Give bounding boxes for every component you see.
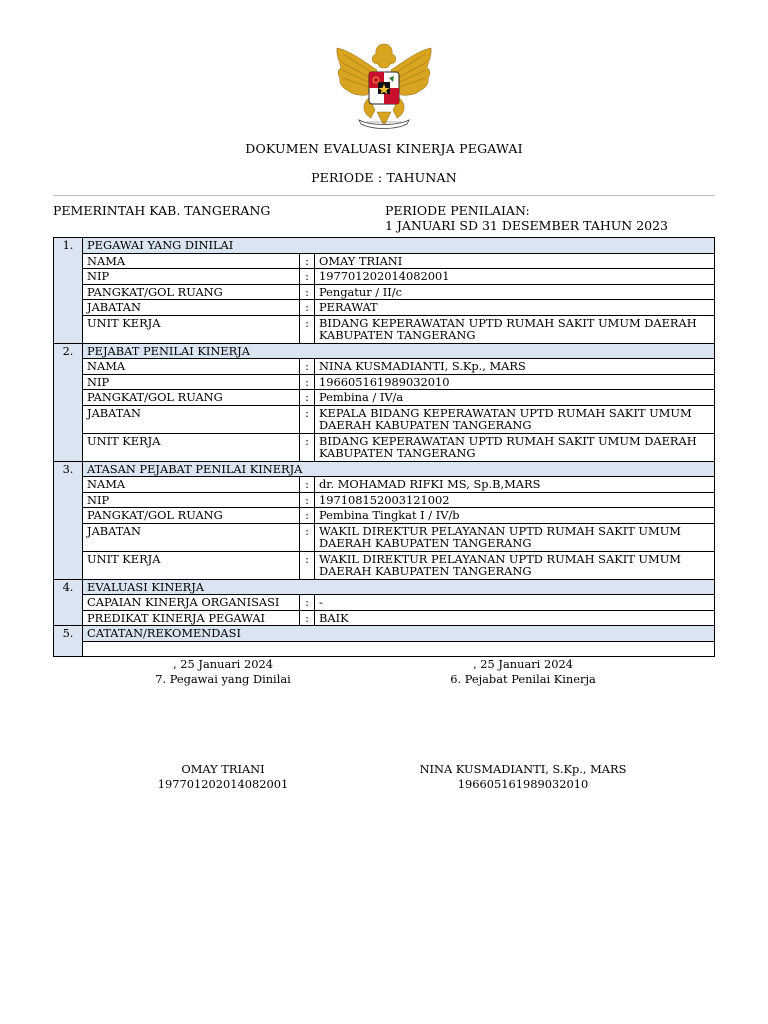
field-value: BIDANG KEPERAWATAN UPTD RUMAH SAKIT UMUM DAERAH KABUPATEN TANGERANG xyxy=(315,315,715,343)
section-number: 1. xyxy=(54,238,83,344)
table-row xyxy=(54,253,715,269)
table-row xyxy=(54,315,715,343)
table-row xyxy=(54,390,715,406)
field-value: Pembina Tingkat I / IV/b xyxy=(315,508,715,524)
section-title: EVALUASI KINERJA xyxy=(83,579,715,595)
field-label: NAMA xyxy=(83,253,300,269)
field-value: WAKIL DIREKTUR PELAYANAN UPTD RUMAH SAKIT UMUM DAERAH KABUPATEN TANGERANG xyxy=(315,551,715,579)
field-colon: : xyxy=(300,390,315,406)
signature-left-name: OMAY TRIANI xyxy=(181,762,265,776)
field-label: NAMA xyxy=(83,477,300,493)
field-label: PREDIKAT KINERJA PEGAWAI xyxy=(83,610,300,626)
table-row xyxy=(54,477,715,493)
field-value: Pengatur / II/c xyxy=(315,284,715,300)
field-label: PANGKAT/GOL RUANG xyxy=(83,284,300,300)
table-row xyxy=(54,284,715,300)
field-colon: : xyxy=(300,269,315,285)
field-colon: : xyxy=(300,405,315,433)
assessment-period-block xyxy=(385,204,668,233)
field-value: 197108152003121002 xyxy=(315,492,715,508)
field-label: PANGKAT/GOL RUANG xyxy=(83,508,300,524)
field-colon: : xyxy=(300,374,315,390)
field-value: BAIK xyxy=(315,610,715,626)
table-row xyxy=(54,595,715,611)
agency-name: PEMERINTAH KAB. TANGERANG xyxy=(53,203,271,218)
section-number: 4. xyxy=(54,579,83,626)
field-value: OMAY TRIANI xyxy=(315,253,715,269)
field-label: UNIT KERJA xyxy=(83,551,300,579)
table-row xyxy=(54,359,715,375)
garuda-pancasila-emblem xyxy=(331,42,437,132)
assessment-period-label: PERIODE PENILAIAN: xyxy=(385,203,530,218)
field-value: PERAWAT xyxy=(315,300,715,316)
assessment-period-range: 1 JANUARI SD 31 DESEMBER TAHUN 2023 xyxy=(385,218,669,233)
signature-right-date: , 25 Januari 2024 xyxy=(473,657,573,671)
section-title: PEJABAT PENILAI KINERJA xyxy=(83,343,715,359)
field-value: KEPALA BIDANG KEPERAWATAN UPTD RUMAH SAKIT UMUM DAERAH KABUPATEN TANGERANG xyxy=(315,405,715,433)
field-colon: : xyxy=(300,253,315,269)
signature-right xyxy=(353,657,693,792)
section-title: CATATAN/REKOMENDASI xyxy=(83,626,715,642)
field-label: JABATAN xyxy=(83,405,300,433)
field-value: 197701202014082001 xyxy=(315,269,715,285)
field-colon: : xyxy=(300,284,315,300)
table-row xyxy=(54,508,715,524)
field-label: NIP xyxy=(83,374,300,390)
table-row xyxy=(54,610,715,626)
field-label: UNIT KERJA xyxy=(83,433,300,461)
notes-cell xyxy=(83,641,715,656)
period-label: PERIODE : TAHUNAN xyxy=(311,170,457,185)
field-label: JABATAN xyxy=(83,300,300,316)
field-label: PANGKAT/GOL RUANG xyxy=(83,390,300,406)
section-number: 5. xyxy=(54,626,83,657)
field-label: JABATAN xyxy=(83,523,300,551)
field-colon: : xyxy=(300,300,315,316)
section-header-row xyxy=(54,343,715,359)
table-row xyxy=(54,551,715,579)
section-header-row xyxy=(54,238,715,254)
signature-right-nip: 196605161989032010 xyxy=(457,777,589,791)
section-number: 3. xyxy=(54,461,83,579)
field-colon: : xyxy=(300,523,315,551)
field-value: WAKIL DIREKTUR PELAYANAN UPTD RUMAH SAKIT UMUM DAERAH KABUPATEN TANGERANG xyxy=(315,523,715,551)
field-label: CAPAIAN KINERJA ORGANISASI xyxy=(83,595,300,611)
field-value: dr. MOHAMAD RIFKI MS, Sp.B,MARS xyxy=(315,477,715,493)
field-label: NAMA xyxy=(83,359,300,375)
table-row xyxy=(54,374,715,390)
section-title: PEGAWAI YANG DINILAI xyxy=(83,238,715,254)
section-header-row xyxy=(54,461,715,477)
document-title: DOKUMEN EVALUASI KINERJA PEGAWAI xyxy=(245,141,523,156)
signature-right-name: NINA KUSMADIANTI, S.Kp., MARS xyxy=(419,762,627,776)
field-value: Pembina / IV/a xyxy=(315,390,715,406)
field-value: BIDANG KEPERAWATAN UPTD RUMAH SAKIT UMUM DAERAH KABUPATEN TANGERANG xyxy=(315,433,715,461)
field-value: 196605161989032010 xyxy=(315,374,715,390)
field-colon: : xyxy=(300,477,315,493)
field-colon: : xyxy=(300,551,315,579)
field-label: NIP xyxy=(83,269,300,285)
signature-left-nip: 197701202014082001 xyxy=(157,777,289,791)
field-colon: : xyxy=(300,610,315,626)
signature-left-date: , 25 Januari 2024 xyxy=(173,657,273,671)
section-header-row xyxy=(54,626,715,642)
field-value: - xyxy=(315,595,715,611)
section-title: ATASAN PEJABAT PENILAI KINERJA xyxy=(83,461,715,477)
field-colon: : xyxy=(300,508,315,524)
field-colon: : xyxy=(300,433,315,461)
field-label: UNIT KERJA xyxy=(83,315,300,343)
field-label: NIP xyxy=(83,492,300,508)
section-number: 2. xyxy=(54,343,83,461)
table-row xyxy=(54,523,715,551)
table-row xyxy=(54,641,715,656)
table-row xyxy=(54,405,715,433)
field-value: NINA KUSMADIANTI, S.Kp., MARS xyxy=(315,359,715,375)
section-header-row xyxy=(54,579,715,595)
signature-right-role: 6. Pejabat Penilai Kinerja xyxy=(450,672,596,686)
field-colon: : xyxy=(300,595,315,611)
signature-left xyxy=(53,657,393,792)
table-row xyxy=(54,300,715,316)
field-colon: : xyxy=(300,492,315,508)
field-colon: : xyxy=(300,315,315,343)
divider xyxy=(53,195,715,196)
evaluation-table xyxy=(53,237,715,657)
table-row xyxy=(54,492,715,508)
signature-left-role: 7. Pegawai yang Dinilai xyxy=(155,672,291,686)
table-row xyxy=(54,269,715,285)
field-colon: : xyxy=(300,359,315,375)
table-row xyxy=(54,433,715,461)
